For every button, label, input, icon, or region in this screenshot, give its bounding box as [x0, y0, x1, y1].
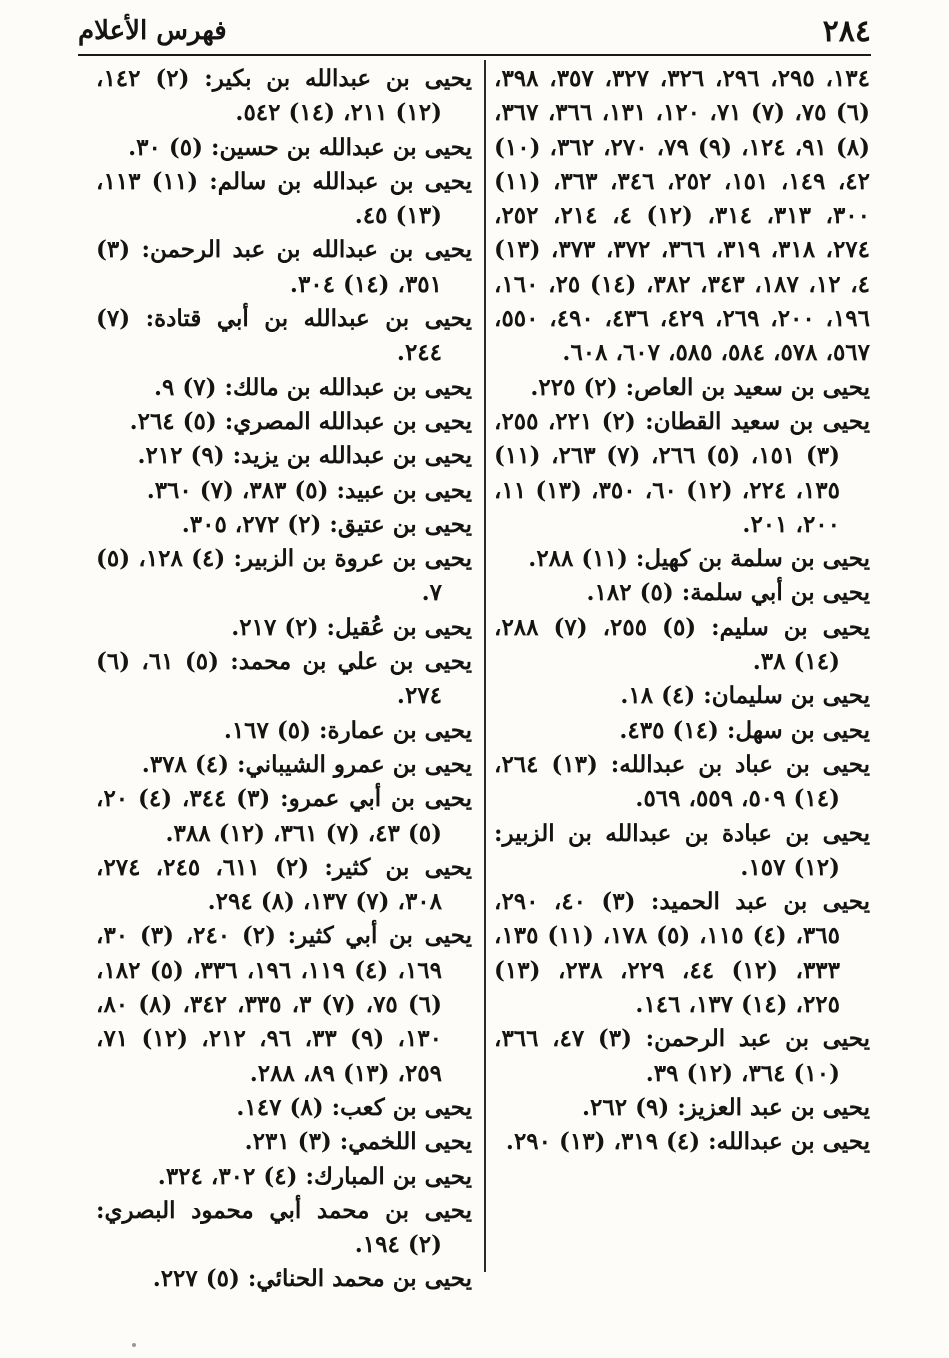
index-entry: يحيى بن عمرو الشيباني: (٤) ٣٧٨.	[141, 750, 472, 778]
index-entry: يحيى بن عمارة: (٥) ١٦٧.	[223, 716, 472, 744]
index-entry: يحيى بن عبدالله بن بكير: (٢) ١٤٢، (١٢) ٢١١، (١٤) ٥٤٢.	[96, 65, 473, 127]
index-entry: يحيى بن عبدالله بن سالم: (١١) ١١٣، (١٣) ٤٥.	[96, 167, 473, 230]
column-divider	[484, 60, 486, 1272]
index-entry: يحيى بن محمد أبي محمود البصري: (٢) ١٩٤.	[96, 1196, 472, 1259]
index-entry: يحيى بن عروة بن الزبير: (٤) ١٢٨، (٥) ٧.	[96, 545, 472, 607]
index-entry: يحيى بن سليمان: (٤) ١٨.	[620, 682, 870, 710]
index-entry: يحيى بن أبي عمرو: (٣) ٣٤٤، (٤) ٢٠، (٥) ٤٣، (٧) ٣٦١، (١٢) ٣٨٨.	[96, 785, 473, 847]
index-column-right	[494, 62, 870, 1160]
index-entry: يحيى بن عبد الرحمن: (٣) ٤٧، ٣٦٦، (١٠) ٣٦٤، (١٢) ٣٩.	[494, 1025, 870, 1087]
index-entry: يحيى بن علي بن محمد: (٥) ٦١، (٦) ٢٧٤.	[96, 648, 472, 710]
index-entry: يحيى بن عبد العزيز: (٩) ٢٦٢.	[581, 1093, 870, 1121]
index-entry: يحيى بن عباد بن عبدالله: (١٣) ٢٦٤، (١٤) ٥٠٩، ٥٥٩، ٥٦٩.	[494, 750, 870, 813]
running-title: فهرس الأعلام	[78, 16, 227, 46]
index-entry-continuation: ١٣٤، ٢٩٥، ٢٩٦، ٣٢٦، ٣٢٧، ٣٥٧، ٣٩٨، (٦) ٧٥، (٧) ٧١، ١٢٠، ١٣١، ٣٦٦، ٣٦٧، (٨) ٩١، ١٢٤، (٩) ٧٩، ٢٧٠، ٣٦٢، (١٠) ٤٢، ١٤٩، ١٥١، ٢٥٢، ٣٤٦، ٣٦٣، (١١) ٣٠٠، ٣١٣، ٣١٤، (١٢) ٤، ٢١٤، ٢٥٢، ٢٧٤، ٣١٨، ٣١٩، ٣٦٦، ٣٧٢، ٣٧٣، (١٣) ٤، ١٢، ١٨٧، ٣٤٣، ٣٨٢، (١٤) ٢٥، ١٦٠، ١٩٦، ٢٠٠، ٢٦٩، ٤٢٩، ٤٣٦، ٤٩٠، ٥٥٠، ٥٦٧، ٥٧٨، ٥٨٤، ٥٨٥، ٦٠٧، ٦٠٨.	[494, 65, 871, 367]
index-entry: يحيى بن عبدالله المصري: (٥) ٢٦٤.	[129, 407, 472, 435]
index-entry: يحيى بن عبدالله بن مالك: (٧) ٩.	[153, 373, 472, 401]
index-column-left	[96, 62, 472, 1297]
index-entry: يحيى بن عبدالله بن أبي قتادة: (٧) ٢٤٤.	[96, 305, 472, 367]
page-header	[78, 12, 871, 56]
index-entry: يحيى بن سعيد القطان: (٢) ٢٢١، ٢٥٥، (٣) ١٥١، (٥) ٢٦٦، (٧) ٢٦٣، (١١) ١٣٥، ٢٢٤، (١٢) ٦٠، ٣٥٠، (١٣) ١١، ٢٠٠، ٢٠١.	[494, 407, 871, 538]
index-entry: يحيى بن المبارك: (٤) ٣٠٢، ٣٢٤.	[157, 1162, 472, 1190]
index-entry: يحيى بن عبدالله بن عبد الرحمن: (٣) ٣٥١، (١٤) ٣٠٤.	[96, 236, 472, 298]
index-entry: يحيى اللخمي: (٣) ٢٣١.	[244, 1128, 472, 1156]
page-number: ٢٨٤	[822, 14, 871, 49]
index-entry: يحيى بن سليم: (٥) ٢٥٥، (٧) ٢٨٨، (١٤) ٣٨.	[494, 613, 870, 676]
index-entry: يحيى بن عبيد: (٥) ٣٨٣، (٧) ٣٦٠.	[146, 476, 472, 504]
index-entry: يحيى بن عبدالله بن يزيد: (٩) ٢١٢.	[137, 442, 472, 470]
index-entry: يحيى بن عبادة بن عبدالله بن الزبير: (١٢) ١٥٧.	[494, 819, 870, 881]
index-entry: يحيى بن سلمة بن كهيل: (١١) ٢٨٨.	[528, 545, 870, 573]
index-entry: يحيى بن سهل: (١٤) ٤٣٥.	[619, 716, 870, 744]
scan-speck	[132, 1343, 136, 1347]
index-entry: يحيى بن عبدالله: (٤) ٣١٩، (١٣) ٢٩٠.	[505, 1128, 870, 1156]
index-entry: يحيى بن محمد الحنائي: (٥) ٢٢٧.	[152, 1265, 472, 1293]
index-entry: يحيى بن عبدالله بن حسين: (٥) ٣٠.	[128, 133, 472, 161]
index-entry: يحيى بن سعيد بن العاص: (٢) ٢٢٥.	[530, 373, 870, 401]
index-entry: يحيى بن عبد الحميد: (٣) ٤٠، ٢٩٠، ٣٦٥، (٤) ١١٥، (٥) ١٧٨، (١١) ١٣٥، ٣٣٣، (١٢) ٤٤، ٢٢٩، ٢٣٨، (١٣) ٢٢٥، (١٤) ١٣٧، ١٤٦.	[494, 888, 871, 1019]
index-entry: يحيى بن أبي كثير: (٢) ٢٤٠، (٣) ٣٠، ١٦٩، (٤) ١١٩، ١٩٦، ٣٣٦، (٥) ١٨٢، (٦) ٧٥، (٧) ٣، ٣٣٥، ٣٤٢، (٨) ٨٠، ١٣٠، (٩) ٣٣، ٩٦، ٢١٢، (١٢) ٧١، ٢٥٩، (١٣) ٨٩، ٢٨٨.	[96, 922, 472, 1087]
index-entry: يحيى بن كعب: (٨) ١٤٧.	[236, 1093, 472, 1121]
index-entry: يحيى بن عُقيل: (٢) ٢١٧.	[231, 613, 472, 641]
index-entry: يحيى بن كثير: (٢) ٦١١، ٢٤٥، ٢٧٤، ٣٠٨، (٧) ١٣٧، (٨) ٢٩٤.	[96, 853, 472, 916]
index-entry: يحيى بن أبي سلمة: (٥) ١٨٢.	[586, 579, 870, 607]
index-entry: يحيى بن عتيق: (٢) ٢٧٢، ٣٠٥.	[181, 510, 472, 538]
